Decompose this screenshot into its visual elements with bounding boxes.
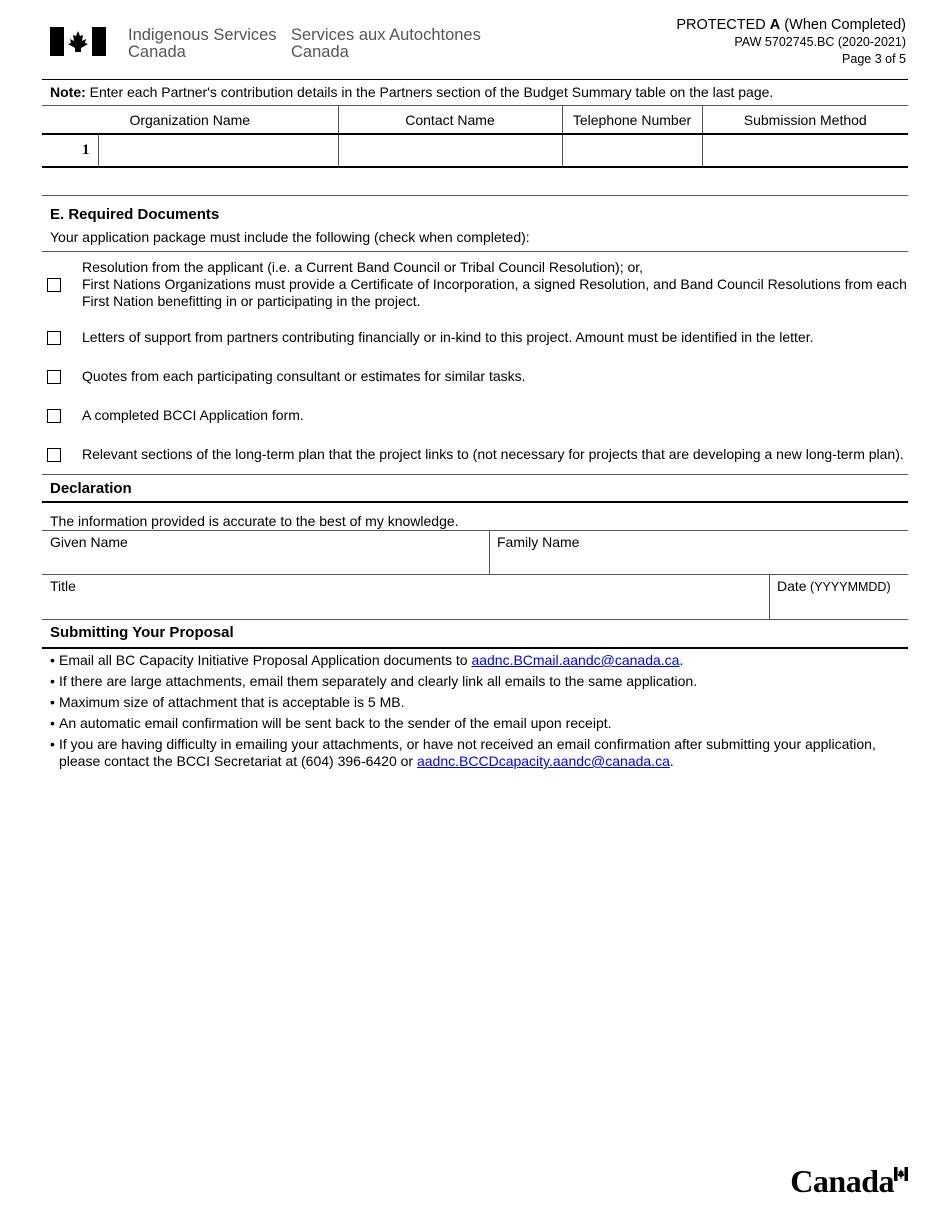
- submitting-instructions: [50, 652, 910, 774]
- list-item: [50, 673, 910, 690]
- department-fr-line2: Canada: [291, 43, 349, 61]
- declaration-statement: The information provided is accurate to the best of my knowledge.: [50, 513, 459, 529]
- letters-of-support-checkbox[interactable]: [47, 331, 61, 345]
- list-item: [50, 652, 910, 669]
- canada-wordmark: [790, 1163, 908, 1200]
- protection-block: [676, 16, 906, 68]
- department-name-french: [291, 27, 481, 61]
- wordmark-flag-icon: [894, 1167, 908, 1181]
- required-documents-intro: Your application package must include the following (check when completed):: [50, 229, 530, 245]
- required-document-item: [42, 367, 908, 389]
- instruction-text: An automatic email confirmation will be sent back to the sender of the email upon receipt.: [59, 715, 612, 731]
- canada-flag-icon: [50, 27, 106, 56]
- family-name-field[interactable]: [489, 531, 908, 575]
- quotes-checkbox[interactable]: [47, 370, 61, 384]
- bullet-point: •: [50, 694, 55, 710]
- column-header-submission: Submission Method: [702, 106, 908, 134]
- instruction-text: Email all BC Capacity Initiative Proposal Application documents to: [59, 652, 472, 668]
- bccd-capacity-email-link[interactable]: aadnc.BCCDcapacity.aandc@canada.ca: [416, 753, 670, 769]
- protected-prefix: PROTECTED: [676, 17, 770, 33]
- row-number: 1: [42, 134, 98, 167]
- date-format-hint: (YYYYMMDD): [806, 580, 891, 594]
- required-document-text: Letters of support from partners contributing financially or in-kind to this project. Amount must be identified in the letter.: [82, 329, 814, 345]
- instruction-text: If there are large attachments, email them separately and clearly link all emails to the same application.: [59, 673, 698, 689]
- bullet-point: •: [50, 715, 55, 731]
- given-name-label: Given Name: [50, 534, 128, 550]
- bullet-point: •: [50, 736, 55, 752]
- organization-name-field[interactable]: [98, 134, 338, 167]
- resolution-line1: Resolution from the applicant (i.e. a Current Band Council or Tribal Council Resolution); or,: [82, 259, 644, 275]
- bcmail-email-link[interactable]: aadnc.BCmail.aandc@canada.ca: [471, 652, 680, 668]
- section-divider: [42, 195, 908, 196]
- application-form-checkbox[interactable]: [47, 409, 61, 423]
- page-header: [0, 0, 950, 80]
- department-en-line2: Canada: [128, 43, 186, 61]
- column-header-contact: Contact Name: [338, 106, 562, 134]
- list-item: [50, 715, 910, 732]
- department-fr-line1: Services aux Autochtones: [291, 26, 481, 44]
- protected-suffix: (When Completed): [780, 17, 906, 33]
- submitting-header: [42, 620, 908, 649]
- required-document-item: [42, 258, 908, 312]
- partners-table: [42, 106, 908, 168]
- list-item: [50, 694, 910, 711]
- required-document-item: [42, 406, 908, 428]
- department-en-line1: Indigenous Services: [128, 26, 277, 44]
- period: .: [679, 652, 684, 668]
- telephone-number-field[interactable]: [562, 134, 702, 167]
- date-field[interactable]: [769, 575, 908, 620]
- form-number: PAW 5702745.BC (2020-2021): [734, 35, 906, 49]
- note-label: Note:: [50, 84, 86, 100]
- date-label-text: Date: [777, 578, 807, 594]
- wordmark-text: Canada: [790, 1163, 894, 1199]
- title-label: Title: [50, 578, 76, 594]
- resolution-checkbox[interactable]: [47, 278, 61, 292]
- required-document-text: [82, 259, 908, 310]
- required-documents-title: E. Required Documents: [50, 206, 220, 223]
- declaration-title: Declaration: [50, 480, 132, 497]
- required-document-text: A completed BCCI Application form.: [82, 407, 304, 423]
- partners-table-header: [42, 106, 908, 134]
- protected-label: [676, 16, 906, 34]
- date-label: [777, 578, 891, 594]
- column-header-telephone: Telephone Number: [562, 106, 702, 134]
- contact-name-field[interactable]: [338, 134, 562, 167]
- table-row: [42, 134, 908, 167]
- declaration-header: [42, 474, 908, 503]
- note-text: Enter each Partner's contribution details in the Partners section of the Budget Summary table on the last page.: [85, 84, 774, 100]
- required-document-item: [42, 445, 908, 467]
- submitting-title: Submitting Your Proposal: [50, 624, 234, 641]
- given-name-field[interactable]: [42, 531, 489, 575]
- department-name-english: [128, 27, 277, 61]
- period: .: [669, 753, 674, 769]
- list-item: [50, 736, 910, 770]
- resolution-line2: First Nations Organizations must provide a Certificate of Incorporation, a signed Resolution, and Band Council Resolutions from each First Nation benefitting in or participating in the project.: [82, 276, 907, 309]
- page-number: Page 3 of 5: [842, 52, 906, 66]
- required-document-text: Quotes from each participating consultant or estimates for similar tasks.: [82, 368, 526, 384]
- required-document-item: [42, 328, 908, 350]
- protected-level: A: [769, 17, 781, 33]
- bullet-point: •: [50, 673, 55, 689]
- title-field[interactable]: [42, 575, 769, 620]
- long-term-plan-checkbox[interactable]: [47, 448, 61, 462]
- section-divider: [42, 251, 908, 252]
- instruction-text: If you are having difficulty in emailing your attachments, or have not received an email confirmation after submitting your application, please contact the BCCI Secretariat at (604) 396-6420 or: [59, 736, 876, 769]
- partners-note: [42, 79, 908, 106]
- column-header-organization: Organization Name: [42, 106, 338, 134]
- required-document-text: Relevant sections of the long-term plan that the project links to (not necessary for projects that are developing a new long-term plan).: [82, 446, 904, 462]
- instruction-text: Maximum size of attachment that is acceptable is 5 MB.: [59, 694, 405, 710]
- submission-method-field[interactable]: [702, 134, 908, 167]
- bullet-point: •: [50, 652, 55, 668]
- family-name-label: Family Name: [497, 534, 580, 550]
